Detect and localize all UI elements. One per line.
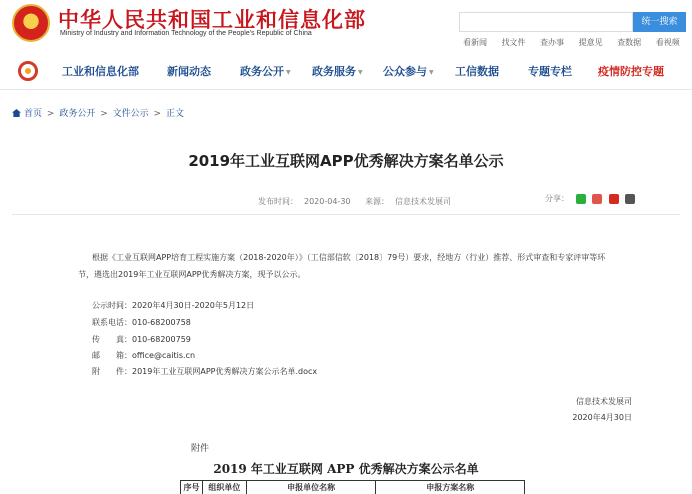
main-nav [0, 54, 692, 90]
signature-department: 信息技术发展司 [576, 397, 632, 406]
attachment-label: 附件 [191, 444, 210, 454]
publish-label: 发布时间： [258, 197, 298, 206]
column-header: 组织单位 [202, 481, 246, 494]
info-phone: 联系电话：010-68200758 [92, 318, 191, 327]
divider [12, 214, 680, 215]
search-input[interactable] [459, 12, 633, 32]
info-email: 邮 箱：office@caitis.cn [92, 351, 196, 360]
nav-item-topics[interactable]: 专题专栏 [528, 65, 572, 78]
nav-item-news[interactable]: 新闻动态 [167, 65, 211, 78]
chevron-down-icon: ▼ [429, 68, 434, 76]
nav-item-gov-affairs[interactable]: 政务公开 ▼ [240, 65, 291, 78]
nav-item-epidemic[interactable]: 疫情防控专题 [598, 65, 664, 78]
article-title: 2019年工业互联网APP优秀解决方案名单公示 [188, 152, 504, 170]
breadcrumb-gov-affairs[interactable]: 政务公开 [59, 109, 96, 119]
attachment-table [180, 480, 525, 494]
breadcrumb: 首页 > 政务公开 > 文件公示 > 正文 [12, 106, 184, 119]
home-icon [12, 109, 21, 117]
quick-links [463, 37, 692, 48]
breadcrumb-file-notice[interactable]: 文件公示 [112, 109, 149, 119]
search-button[interactable]: 统一搜索 [633, 12, 686, 32]
source-label: 来源： [365, 197, 390, 206]
share-bar [545, 193, 635, 204]
quick-link-services[interactable]: 查办事 [540, 38, 565, 47]
quick-link-files[interactable]: 找文件 [501, 38, 526, 47]
nav-item-public[interactable]: 公众参与 ▼ [383, 65, 434, 78]
nav-item-ministry[interactable]: 工业和信息化部 [62, 65, 139, 78]
column-header: 申报方案名称 [376, 481, 525, 494]
attachment-title: 2019 年工业互联网 APP 优秀解决方案公示名单 [213, 462, 479, 476]
quick-link-data[interactable]: 查数据 [617, 38, 642, 47]
nav-item-data[interactable]: 工信数据 [455, 65, 499, 78]
pdf-icon[interactable] [609, 194, 619, 204]
article-meta [258, 196, 463, 207]
nav-logo-icon [18, 61, 38, 81]
source-value: 信息技术发展司 [395, 197, 452, 206]
info-fax: 传 真：010-68200759 [92, 335, 191, 344]
weibo-icon[interactable] [592, 194, 602, 204]
print-icon[interactable] [625, 194, 635, 204]
column-header: 序号 [181, 481, 203, 494]
info-attachment-link[interactable]: 附 件：2019年工业互联网APP优秀解决方案公示名单.docx [92, 367, 318, 376]
site-title[interactable]: 中华人民共和国工业和信息化部 [58, 8, 366, 32]
share-label: 分享： [545, 194, 569, 203]
site-subtitle: Ministry of Industry and Information Technology of the People's Republic of China [60, 30, 312, 37]
publish-date: 2020-04-30 [304, 197, 351, 206]
chevron-down-icon: ▼ [286, 68, 291, 76]
column-header: 申报单位名称 [246, 481, 376, 494]
quick-link-news[interactable]: 看新闻 [463, 38, 487, 47]
national-emblem-icon[interactable] [12, 4, 50, 42]
signature-date: 2020年4月30日 [572, 413, 632, 422]
chevron-down-icon: ▼ [358, 68, 363, 76]
breadcrumb-home[interactable]: 首页 [24, 109, 43, 119]
quick-link-video[interactable]: 看视频 [655, 38, 680, 47]
quick-link-feedback[interactable]: 提意见 [578, 38, 603, 47]
site-header [0, 0, 692, 50]
info-notice-period: 公示时间：2020年4月30日-2020年5月12日 [92, 301, 255, 310]
breadcrumb-current: 正文 [165, 109, 184, 119]
wechat-icon[interactable] [576, 194, 586, 204]
table-header-row [181, 481, 525, 494]
nav-item-gov-services[interactable]: 政务服务 ▼ [312, 65, 363, 78]
article-paragraph: 根据《工业互联网APP培育工程实施方案（2018-2020年）》（工信部信软〔2018〕79号）要求，经地方（行业）推荐、形式审查和专家评审等环节，遴选出2019年工业互联网APP优秀解决方案，现予以公示。 [78, 253, 606, 279]
